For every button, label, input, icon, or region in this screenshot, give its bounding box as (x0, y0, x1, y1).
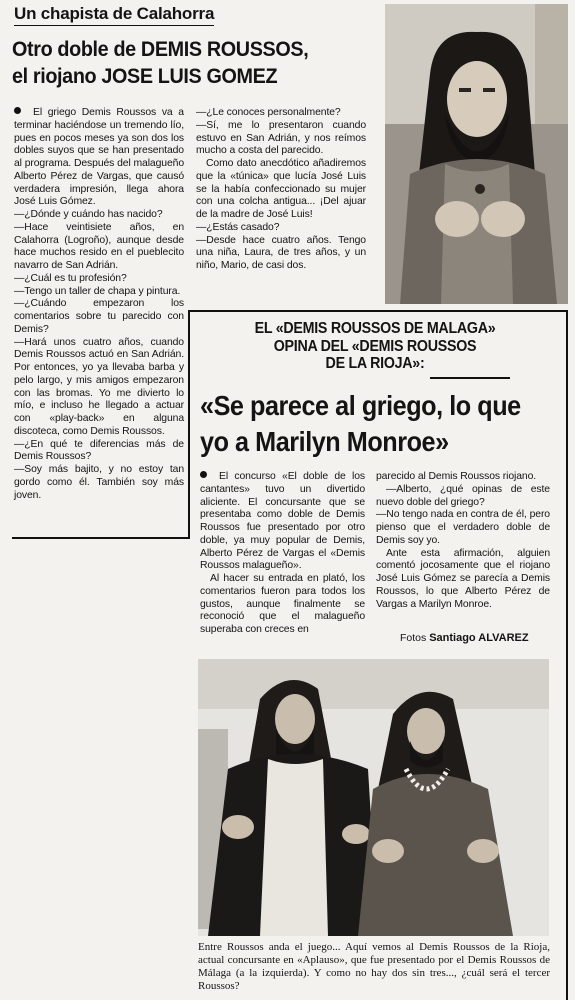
col2-para-3: Como dato anecdótico añadiremos que la «túnica» que lucía José Luis se la había confeccionado su mujer con una colcha antigua... ¡Del ajuar de la madre de José Luis! (196, 158, 366, 220)
portrait-illustration (385, 4, 568, 304)
subhead-line-2: OPINA DEL «DEMIS ROUSSOS (273, 337, 477, 355)
col4-para-4: Ante esta afirmación, alguien comentó jocosamente que el riojano José Luis Gómez se parecía a Demis Roussos, lo que Alberto Pérez de Vargas a Marilyn Monroe. (376, 547, 550, 610)
col1-para-7: —Hará unos cuatro años, cuando Demis Roussos actuó en San Adrián. Por entonces, yo ya llevaba barba y pelo largo, y mis amigos empezaron con las bromas. Yo me divierto lo mío, e incluso he llegado a actuar con «play-back» en alguna discoteca, como Demis Roussos. (14, 336, 184, 437)
headline (12, 36, 343, 90)
col2-para-2: —Sí, me lo presentaron cuando estuvo en San Adrián, y nos reímos mucho a costa del parecido. (196, 119, 366, 157)
col2-para-5: —Desde hace cuatro años. Tengo una niña, Laura, de tres años, y un niño, Mario, de casi dos. (196, 234, 366, 271)
page-right-rule (566, 310, 568, 1000)
pull-quote-line-2: yo a Marilyn Monroe» (200, 426, 449, 457)
col3-para-2: Al hacer su entrada en plató, los comentarios fueron para todos los gustos, aunque finalmente se reconoció que el malagueño superaba con creces en (200, 573, 365, 635)
article-column-2 (196, 107, 366, 273)
col4-para-2: —Alberto, ¿qué opinas de este nuevo doble del griego? (376, 483, 550, 508)
photo-credit (400, 632, 529, 644)
duo-illustration (198, 659, 549, 936)
article-column-3 (200, 471, 365, 637)
column-1-side-rule (188, 310, 190, 539)
photo-credit-name: Santiago ALVAREZ (429, 632, 529, 644)
subhead-line-1: EL «DEMIS ROUSSOS DE MALAGA» (254, 320, 496, 337)
column-1-bottom-rule (12, 537, 190, 539)
article-column-4 (376, 471, 550, 611)
col2-para-4: —¿Estás casado? (196, 221, 280, 233)
col1-para-1: El griego Demis Roussos va a terminar haciéndose un tremendo lío, pues en pocos meses ya son dos los dobles suyos que se han presentado al programa. Después del malagueño Alberto Pérez de Vargas, que causó verdadera impresión, llega ahora José Luis Gómez. (14, 107, 184, 208)
section-top-rule (188, 310, 568, 312)
pull-quote-line-1: «Se parece al griego, lo que (200, 390, 521, 421)
photo-caption: Entre Roussos anda el juego... Aquí vemos al Demis Roussos de la Rioja, actual concursante en «Aplauso», que fue presentado por el Demis Roussos de Málaga (a la izquierda). Y como no hay dos sin tres..., ¿cuál será el tercer Roussos? (198, 941, 550, 992)
pull-quote (200, 388, 521, 460)
article-column-1 (14, 107, 184, 502)
section-kicker: Un chapista de Calahorra (14, 4, 214, 26)
col1-para-2: —¿Dónde y cuándo has nacido? (14, 209, 163, 220)
subhead (228, 320, 522, 373)
col1-para-8: —¿En qué te diferencias más de Demis Roussos? (14, 438, 184, 463)
col1-para-3: —Hace veintisiete años, en Calahorra (Logroño), aunque desde hace muchos resido en el pueblecito navarro de San Adrián. (14, 221, 184, 271)
subhead-underline (430, 377, 510, 379)
col1-para-9: —Soy más bajito, y no estoy tan gordo como él. También soy más joven. (14, 464, 184, 501)
headline-line-1: Otro doble de DEMIS ROUSSOS, (12, 37, 309, 61)
portrait-photo (385, 4, 568, 304)
subhead-line-3: DE LA RIOJA»: (325, 355, 425, 372)
col1-para-5: —Tengo un taller de chapa y pintura. (14, 285, 181, 297)
photo-credit-label: Fotos (400, 632, 427, 644)
col1-para-4: —¿Cuál es tu profesión? (14, 272, 127, 284)
col4-para-3: —No tengo nada en contra de él, pero pienso que el verdadero doble de Demis soy yo. (376, 509, 550, 546)
col2-para-1: —¿Le conoces personalmente? (196, 107, 341, 118)
headline-line-2: el riojano JOSE LUIS GOMEZ (12, 64, 278, 88)
duo-photo (198, 659, 549, 936)
col1-para-6: —¿Cuándo empezaron los comentarios sobre tu parecido con Demis? (14, 298, 184, 335)
col4-para-1: parecido al Demis Roussos riojano. (376, 471, 537, 482)
col3-para-1: El concurso «El doble de los cantantes» tuvo un divertido aliciente. El concursante que se presentaba como doble de Demis Roussos fue presentado por otro doble, ya muy popular de Demis, Alberto Pérez de Vargas el «Demis Roussos malagueño». (200, 471, 365, 572)
